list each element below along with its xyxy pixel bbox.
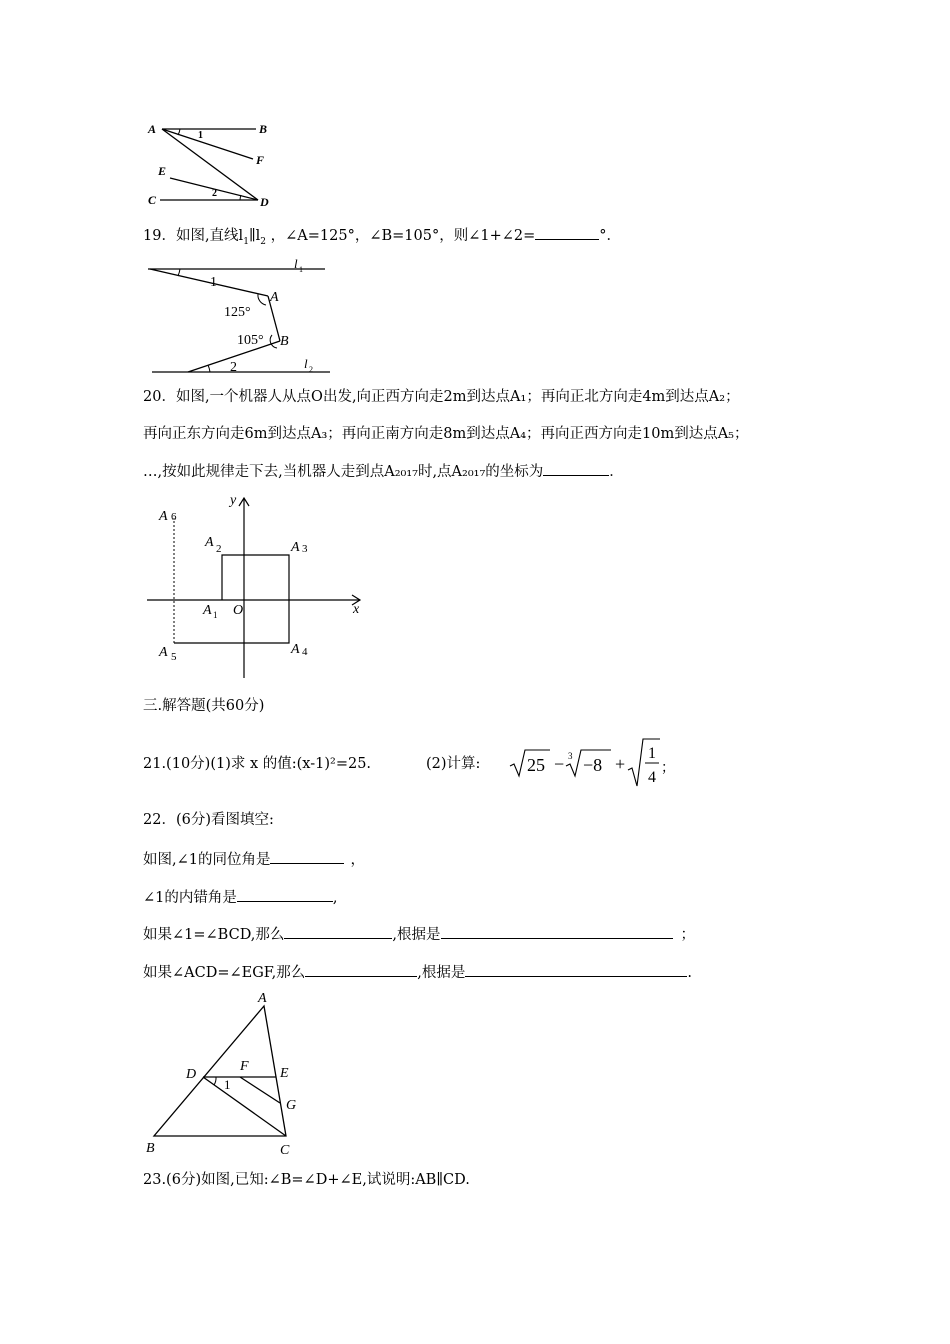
svg-text:O: O bbox=[233, 603, 244, 618]
section-heading: 三.解答题(共60分) bbox=[143, 698, 265, 714]
q22-blank5[interactable] bbox=[305, 962, 417, 977]
svg-text:A: A bbox=[205, 535, 214, 550]
q22-l1-text: 如图,∠1的同位角是 bbox=[143, 852, 271, 868]
figure-q22 bbox=[140, 988, 320, 1158]
svg-text:1: 1 bbox=[198, 130, 203, 141]
svg-text:C: C bbox=[148, 193, 157, 207]
q22-l4b-text: ,根据是 bbox=[417, 965, 466, 981]
svg-text:E: E bbox=[280, 1066, 289, 1081]
q21-expression bbox=[508, 736, 675, 788]
svg-text:3: 3 bbox=[568, 751, 573, 761]
svg-text:B: B bbox=[280, 334, 289, 349]
svg-text:5: 5 bbox=[171, 651, 177, 663]
svg-text:+: + bbox=[615, 754, 626, 774]
q22-l4-end: . bbox=[687, 965, 692, 981]
svg-text:−8: −8 bbox=[583, 755, 603, 775]
question-21-part2: (2)计算: bbox=[426, 756, 481, 772]
question-19 bbox=[143, 225, 621, 252]
svg-text:1: 1 bbox=[213, 610, 218, 620]
q19-text-d: °． bbox=[599, 228, 621, 244]
svg-text:F: F bbox=[240, 1059, 249, 1074]
question-23: 23.(6分)如图,已知:∠B=∠D+∠E,试说明:AB∥CD. bbox=[143, 1172, 470, 1188]
svg-text:A: A bbox=[270, 290, 279, 305]
q22-l1-end: ， bbox=[350, 852, 365, 868]
svg-text:C: C bbox=[280, 1143, 290, 1158]
q19-answer-blank[interactable] bbox=[535, 225, 599, 240]
question-20-line2: 再向正东方向走6m到达点A₃；再向正南方向走8m到达点A₄；再向正西方向走10m到达点A₅； bbox=[143, 426, 749, 442]
q22-l3-end: ； bbox=[680, 927, 696, 943]
figure-q20 bbox=[145, 490, 370, 680]
svg-text:4: 4 bbox=[302, 646, 308, 658]
question-21-part1: 21.(10分)(1)求 x 的值:(x-1)²=25. bbox=[143, 756, 372, 772]
svg-text:1: 1 bbox=[224, 1077, 231, 1092]
svg-text:3: 3 bbox=[302, 543, 308, 555]
svg-text:A: A bbox=[203, 603, 212, 618]
q22-l3b-text: ,根据是 bbox=[392, 927, 441, 943]
svg-text:D: D bbox=[186, 1067, 197, 1082]
figure-q19 bbox=[140, 255, 340, 380]
q20-line3-end: ． bbox=[609, 464, 624, 480]
svg-text:A: A bbox=[148, 122, 157, 136]
question-20-line3 bbox=[143, 461, 624, 482]
figure-q18 bbox=[140, 118, 290, 210]
q22-l3a-text: 如果∠1=∠BCD,那么 bbox=[143, 927, 285, 943]
q19-sub1: 1 bbox=[243, 236, 249, 247]
svg-text:125°: 125° bbox=[224, 305, 251, 320]
svg-text:G: G bbox=[286, 1098, 297, 1113]
svg-text:1: 1 bbox=[299, 265, 303, 274]
q20-answer-blank[interactable] bbox=[543, 461, 609, 476]
q22-l2-text: ∠1的内错角是 bbox=[143, 890, 237, 906]
svg-text:2: 2 bbox=[309, 365, 313, 374]
svg-text:25: 25 bbox=[527, 755, 545, 775]
question-22-line4 bbox=[143, 962, 692, 983]
q19-text-a: 19．如图,直线l bbox=[143, 228, 244, 244]
q22-l2-end: , bbox=[332, 890, 338, 906]
svg-text:l: l bbox=[304, 356, 308, 371]
q22-blank4[interactable] bbox=[441, 924, 673, 939]
svg-text:E: E bbox=[158, 164, 167, 178]
svg-text:−: − bbox=[554, 754, 565, 774]
svg-text:；: ； bbox=[661, 761, 675, 776]
q22-blank6[interactable] bbox=[465, 962, 687, 977]
svg-text:2: 2 bbox=[212, 188, 217, 199]
svg-text:A: A bbox=[159, 509, 168, 524]
svg-text:D: D bbox=[260, 195, 269, 209]
svg-text:x: x bbox=[353, 602, 360, 617]
q19-sub2: 2 bbox=[260, 236, 267, 247]
svg-text:y: y bbox=[230, 493, 237, 508]
question-20-line1: 20．如图,一个机器人从点O出发,向正西方向走2m到达点A₁；再向正北方向走4m到达点A₂； bbox=[143, 389, 740, 405]
svg-text:A: A bbox=[258, 991, 267, 1006]
q19-text-b: ∥l bbox=[248, 228, 261, 244]
question-22-line3 bbox=[143, 924, 695, 945]
question-22-line2 bbox=[143, 887, 337, 908]
svg-text:A: A bbox=[291, 642, 300, 657]
q22-blank2[interactable] bbox=[237, 887, 333, 902]
svg-text:6: 6 bbox=[171, 511, 177, 523]
svg-text:1: 1 bbox=[648, 745, 656, 762]
q22-blank1[interactable] bbox=[270, 849, 344, 864]
svg-text:B: B bbox=[146, 1141, 155, 1156]
svg-text:l: l bbox=[294, 256, 298, 271]
q22-l4a-text: 如果∠ACD=∠EGF,那么 bbox=[143, 965, 306, 981]
svg-text:2: 2 bbox=[230, 360, 237, 375]
question-22-line1 bbox=[143, 849, 365, 870]
svg-text:105°: 105° bbox=[237, 333, 264, 348]
svg-text:F: F bbox=[256, 153, 265, 167]
q22-blank3[interactable] bbox=[284, 924, 392, 939]
svg-text:1: 1 bbox=[210, 275, 217, 290]
svg-text:4: 4 bbox=[648, 769, 656, 786]
svg-text:A: A bbox=[159, 645, 168, 660]
svg-text:2: 2 bbox=[216, 543, 222, 555]
q19-text-c: ，∠A=125°，∠B=105°，则∠1+∠2= bbox=[266, 228, 536, 244]
question-22-title: 22．(6分)看图填空: bbox=[143, 812, 274, 828]
svg-text:B: B bbox=[259, 122, 268, 136]
q20-line3-text: …,按如此规律走下去,当机器人走到点A₂₀₁₇时,点A₂₀₁₇的坐标为 bbox=[143, 464, 544, 480]
svg-text:A: A bbox=[291, 540, 300, 555]
